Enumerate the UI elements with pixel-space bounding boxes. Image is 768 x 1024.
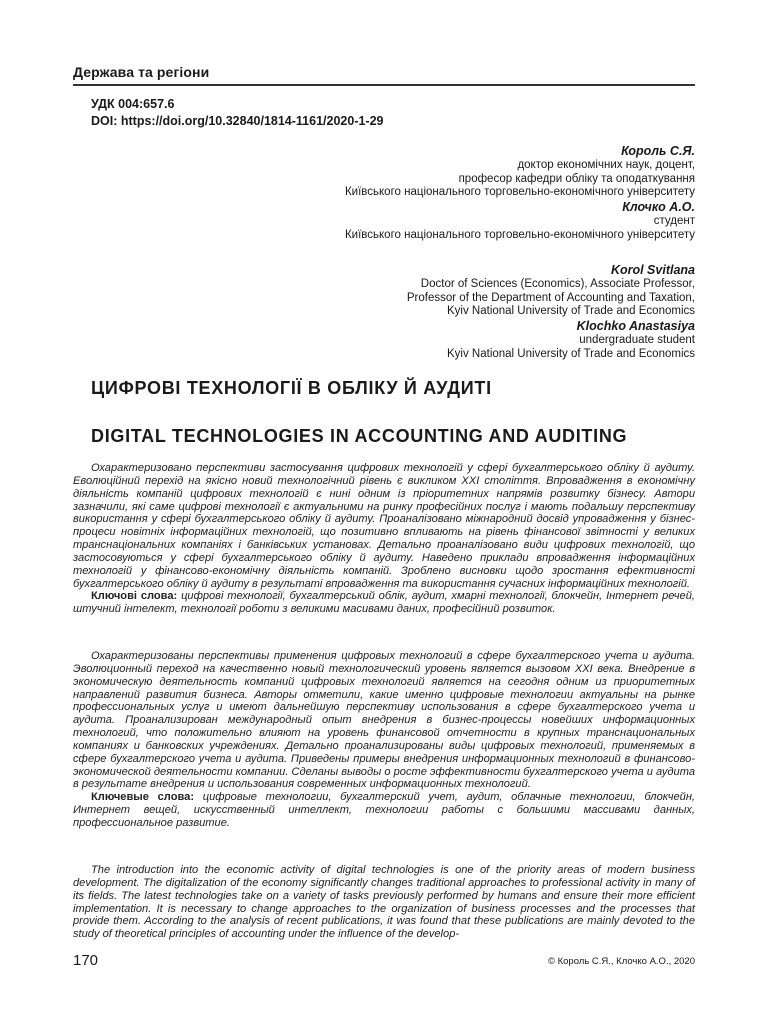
doi-link[interactable]: DOI: https://doi.org/10.32840/1814-1161/2020-1-29 (91, 114, 384, 128)
abstract-text: The introduction into the economic activity of digital technologies is one of the priority areas of modern business development. The digitalization of the economy significantly changes traditional approaches to professional activity in many of its fields. The latest technologies take on a variety of tasks previously performed by humans and ensure their more efficient implementation. It is necessary to change approaches to the organization of business processes and the processes that provide them. According to the analysis of recent publications, it was found that these publications are mainly devoted to the study of theoretical principles of accounting under the influence of the develop- (73, 864, 695, 941)
keywords (73, 590, 695, 616)
abstract-text: Охарактеризовано перспективи застосування цифрових технологій у сфері бухгалтерського обліку й аудиту. Еволюційний перехід на якісно новий технологічний рівень є викликом XXI століття. Впровадження в економічну діяльність компаній цифрових технологій є нині одним із пріоритетних напрямів розвитку бізнесу. Автори зазначили, які саме цифрові технології є актуальними на ринку професійних послуг і мають подальшу перспективу використання у сфері бухгалтерського обліку й аудиту. Проаналізовано міжнародний досвід упровадження у бізнес-процеси новітніх інформаційних технологій, що позитивно впливають на рівень фінансової звітності у великих транснаціональних компаніях і банківських установах. Детально проаналізовано види цифрових технологій, що застосовуються у сфері бухгалтерського обліку й аудиту. Наведено приклади впровадження інформаційних технологій у фінансово-економічну діяльність компаній. Зроблено висновки щодо зростання ефективності бухгалтерського обліку й аудиту в результаті впровадження та використання сучасних інформаційних технологій. (73, 462, 695, 590)
author-affiliation-line: доктор економічних наук, доцент, (517, 158, 695, 171)
author-affiliation-line: Kyiv National University of Trade and Economics (447, 305, 695, 318)
abstract-ru (73, 650, 695, 830)
article-title-ua: ЦИФРОВІ ТЕХНОЛОГІЇ В ОБЛІКУ Й АУДИТІ (91, 378, 492, 398)
author-affiliation-line: студент (653, 214, 695, 227)
authors-ua (135, 145, 695, 244)
author-affiliation-line: професор кафедри обліку та оподаткування (458, 172, 695, 185)
author-affiliation-line: Professor of the Department of Accounting and Taxation, (406, 291, 695, 304)
authors-en (135, 264, 695, 363)
keywords-label: Ключові слова: (91, 590, 178, 603)
author-name: Korol Svitlana (610, 263, 695, 277)
keywords-label: Ключевые слова: (91, 791, 195, 804)
page-number: 170 (73, 952, 99, 969)
author-affiliation-line: Київського національного торговельно-економічного університету (344, 186, 695, 199)
author-en-2 (135, 320, 695, 361)
author-name: Klochko Anastasiya (576, 319, 695, 334)
abstract-ua (73, 462, 695, 616)
keywords-text: цифровые технологии, бухгалтерский учет, аудит, облачные технологии, блокчейн, Интернет вещей, искусственный интеллект, технологии работы с большими массивами данных, профессиональное развитие. (73, 791, 695, 829)
article-meta (91, 96, 384, 130)
header-divider (73, 84, 695, 86)
keywords-text: цифрові технології, бухгалтерський облік, аудит, хмарні технології, блокчейн, Інтернет речей, штучний інтелект, технології роботи з великими масивами даних, професійний розвиток. (73, 590, 695, 616)
author-ua-1 (135, 145, 695, 200)
author-affiliation-line: Київського національного торговельно-економічного університету (344, 228, 695, 241)
author-affiliation-line: undergraduate student (579, 333, 695, 346)
keywords (73, 791, 695, 830)
copyright-notice: © Король С.Я., Клочко А.О., 2020 (547, 956, 695, 967)
author-affiliation-line: Doctor of Sciences (Economics), Associate Professor, (420, 277, 695, 290)
udk-code: УДК 004:657.6 (91, 97, 175, 111)
author-name: Клочко А.О. (622, 200, 695, 215)
author-en-1 (135, 264, 695, 319)
abstract-en (73, 864, 695, 941)
author-name: Король С.Я. (621, 144, 695, 158)
abstract-text: Охарактеризованы перспективы применения цифровых технологий в сфере бухгалтерского учета и аудита. Эволюционный переход на качественно новый технологический уровень является вызовом XXI века. Внедрение в экономическую деятельность компаний цифровых технологий является на сегодня одним из приоритетных направлений развития бизнеса. Авторы отметили, какие именно цифровые технологии актуальны на рынке профессиональных услуг и имеют дальнейшую перспективу использования в сфере бухгалтерского учета и аудита. Проанализирован международный опыт внедрения в бизнес-процессы новейших информационных технологий, что положительно влияют на уровень финансовой отчетности в крупных транснациональных компаниях и банковских учреждениях. Детально проанализированы виды цифровых технологий, применяемых в сфере бухгалтерского учета и аудита. Приведены примеры внедрения информационных технологий в финансово-экономической деятельности компании. Сделаны выводы о росте эффективности бухгалтерского учета и аудита в результате внедрения и использования современных информационных технологий. (73, 650, 695, 791)
article-title-en: DIGITAL TECHNOLOGIES IN ACCOUNTING AND AUDITING (91, 426, 628, 446)
author-affiliation-line: Kyiv National University of Trade and Economics (447, 347, 695, 360)
section-header: Держава та регіони (73, 64, 210, 80)
author-ua-2 (135, 201, 695, 242)
